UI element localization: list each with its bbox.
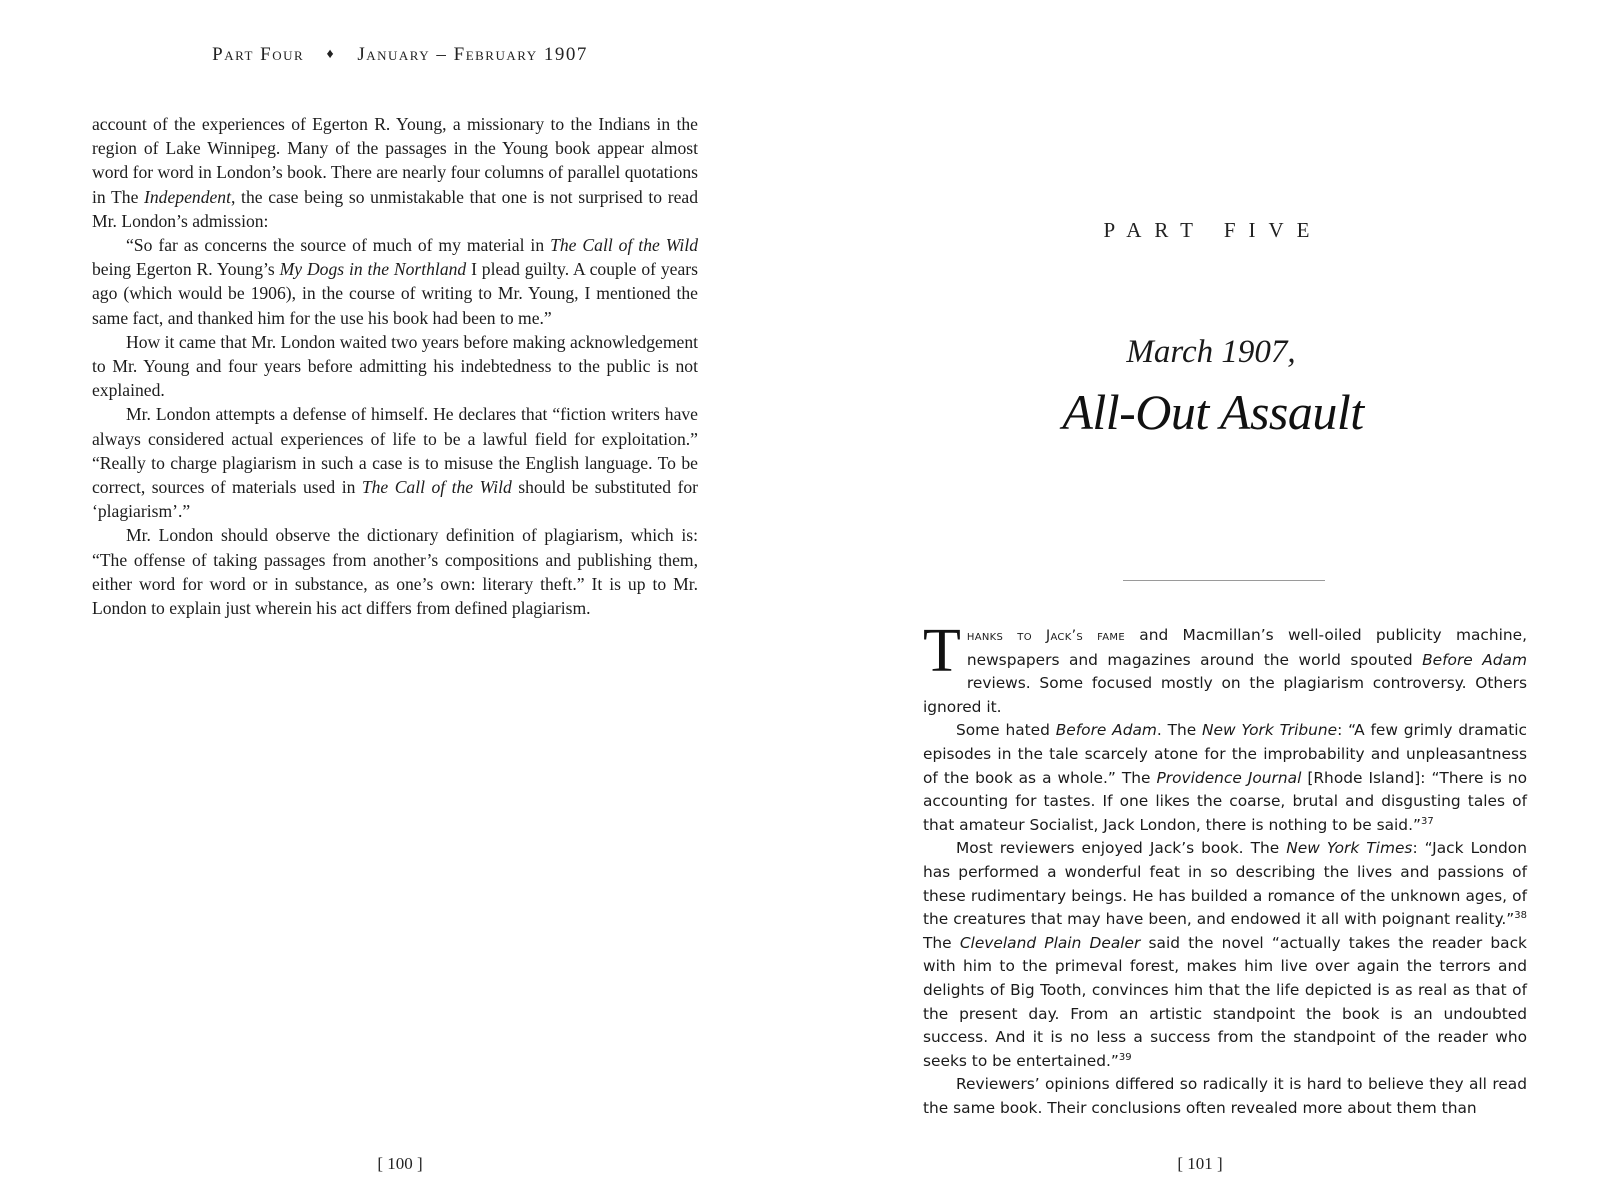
footnote-marker[interactable]: 37 [1420, 815, 1434, 827]
diamond-separator-icon: ♦ [326, 47, 336, 62]
page-number-left: [ 100 ] [377, 1154, 423, 1173]
left-paragraph-3: How it came that Mr. London waited two years before making acknowledgement to Mr. Young and four years before admitting his indebtedness to the public is not explained. [92, 331, 698, 401]
text-run: : “A few grimly dramatic episodes in the tale scarcely atone for the improbability and unpleasantness of the book as a whole.” The [923, 721, 1527, 787]
text-run: [Rhode Island]: “There is no accounting for tastes. If one likes the coarse, brutal and disgusting tales of that amateur Socialist, Jack London, there is nothing to be said.” [923, 768, 1527, 834]
small-caps-lead: hanks to Jack’s fame [966, 628, 1125, 644]
book-title: The Call of the Wild [361, 477, 512, 498]
footnote-marker[interactable]: 38 [1514, 910, 1527, 922]
text-run: “So far as concerns the source of much of my material in [126, 235, 551, 256]
right-page [800, 0, 1600, 1200]
text-run: . The [1156, 721, 1203, 740]
text-run: said the novel “actually takes the reader back with him to the primeval forest, makes him live over again the terrors and delights of Big Tooth, convinces him that the life depicted is as real as that of the present day. From an artistic standpoint the book is an undoubted success. And it is no less a success from the standpoint of the reader who seeks to be entertained.” [923, 933, 1527, 1070]
book-title: Before Adam [1422, 650, 1527, 669]
text-run: being Egerton R. Young’s [92, 259, 280, 280]
text-run: Mr. London attempts a defense of himself. He declares that “fiction writers have always considered actual experiences of life to be a lawful field for exploitation.” “Really to charge plagiarism in such a case is to misuse the English language. To be correct, sources of materials used in [92, 404, 698, 498]
text-run: reviews. Some focused mostly on the plagiarism controversy. Others ignored it. [923, 674, 1527, 716]
page-number-right: [ 101 ] [1177, 1154, 1223, 1173]
publication-title: Independent [144, 186, 231, 207]
text-run: account of the experiences of Egerton R. Young, a missionary to the Indians in the region of Lake Winnipeg. Many of the passages in the Young book appear almost word for word in London’s book. There are nearly four columns of parallel quotations in The [92, 114, 698, 207]
right-paragraph-3 [923, 837, 1527, 1073]
text-run: Most reviewers enjoyed Jack’s book. The [956, 839, 1287, 858]
text-run: and Macmillan’s well-oiled publicity machine, newspapers and magazines around the world spouted [966, 626, 1527, 669]
book-title: Before Adam [1055, 721, 1157, 740]
publication-title: New York Times [1286, 839, 1413, 858]
publication-title: New York Tribune [1202, 721, 1338, 740]
text-run: Some hated [956, 721, 1056, 740]
left-page-body [92, 112, 698, 620]
running-head-dates: January – February 1907 [357, 44, 588, 65]
right-page-body [923, 617, 1527, 1120]
chapter-subtitle: March 1907, [1126, 334, 1296, 370]
divider-rule [1123, 580, 1325, 581]
drop-cap: T [923, 617, 961, 685]
text-run: : “Jack London has performed a wonderful feat in so describing the lives and passions of these rudimentary beings. He has builded a romance of the unknown ages, of the creatures that may have been, and endowed it all with poignant reality.” [923, 839, 1527, 929]
text-run: The [923, 933, 960, 952]
left-paragraph-2 [92, 233, 698, 330]
footnote-marker[interactable]: 39 [1118, 1051, 1132, 1063]
publication-title: Cleveland Plain Dealer [959, 933, 1141, 952]
book-title: My Dogs in the Northland [279, 259, 467, 280]
left-paragraph-4 [92, 402, 698, 523]
text-run: should be substituted for ‘plagiarism’.” [92, 477, 698, 522]
chapter-title: All-Out Assault [1062, 384, 1364, 440]
publication-title: Providence Journal [1156, 768, 1302, 787]
right-paragraph-2 [923, 719, 1527, 837]
running-head [0, 44, 800, 66]
book-title: The Call of the Wild [550, 235, 698, 256]
running-head-part: Part Four [212, 44, 305, 65]
left-paragraph-1 [92, 112, 698, 233]
left-paragraph-5: Mr. London should observe the dictionary definition of plagiarism, which is: “The offense of taking passages from another’s compositions and publishing them, either word for word or in substance, as one’s own: literary theft.” It is up to Mr. London to explain just wherein his act differs from defined plagiarism. [92, 525, 698, 619]
part-label: PART FIVE [1103, 218, 1323, 242]
text-run: I plead guilty. A couple of years ago (which would be 1906), in the course of writing to Mr. Young, I mentioned the same fact, and thanked him for the use his book had been to me.” [92, 259, 698, 328]
text-run: , the case being so unmistakable that one is not surprised to read Mr. London’s admission: [92, 186, 698, 231]
right-paragraph-1 [923, 617, 1527, 719]
right-paragraph-4: Reviewers’ opinions differed so radically it is hard to believe they all read the same book. Their conclusions often revealed more about them than [923, 1075, 1527, 1117]
